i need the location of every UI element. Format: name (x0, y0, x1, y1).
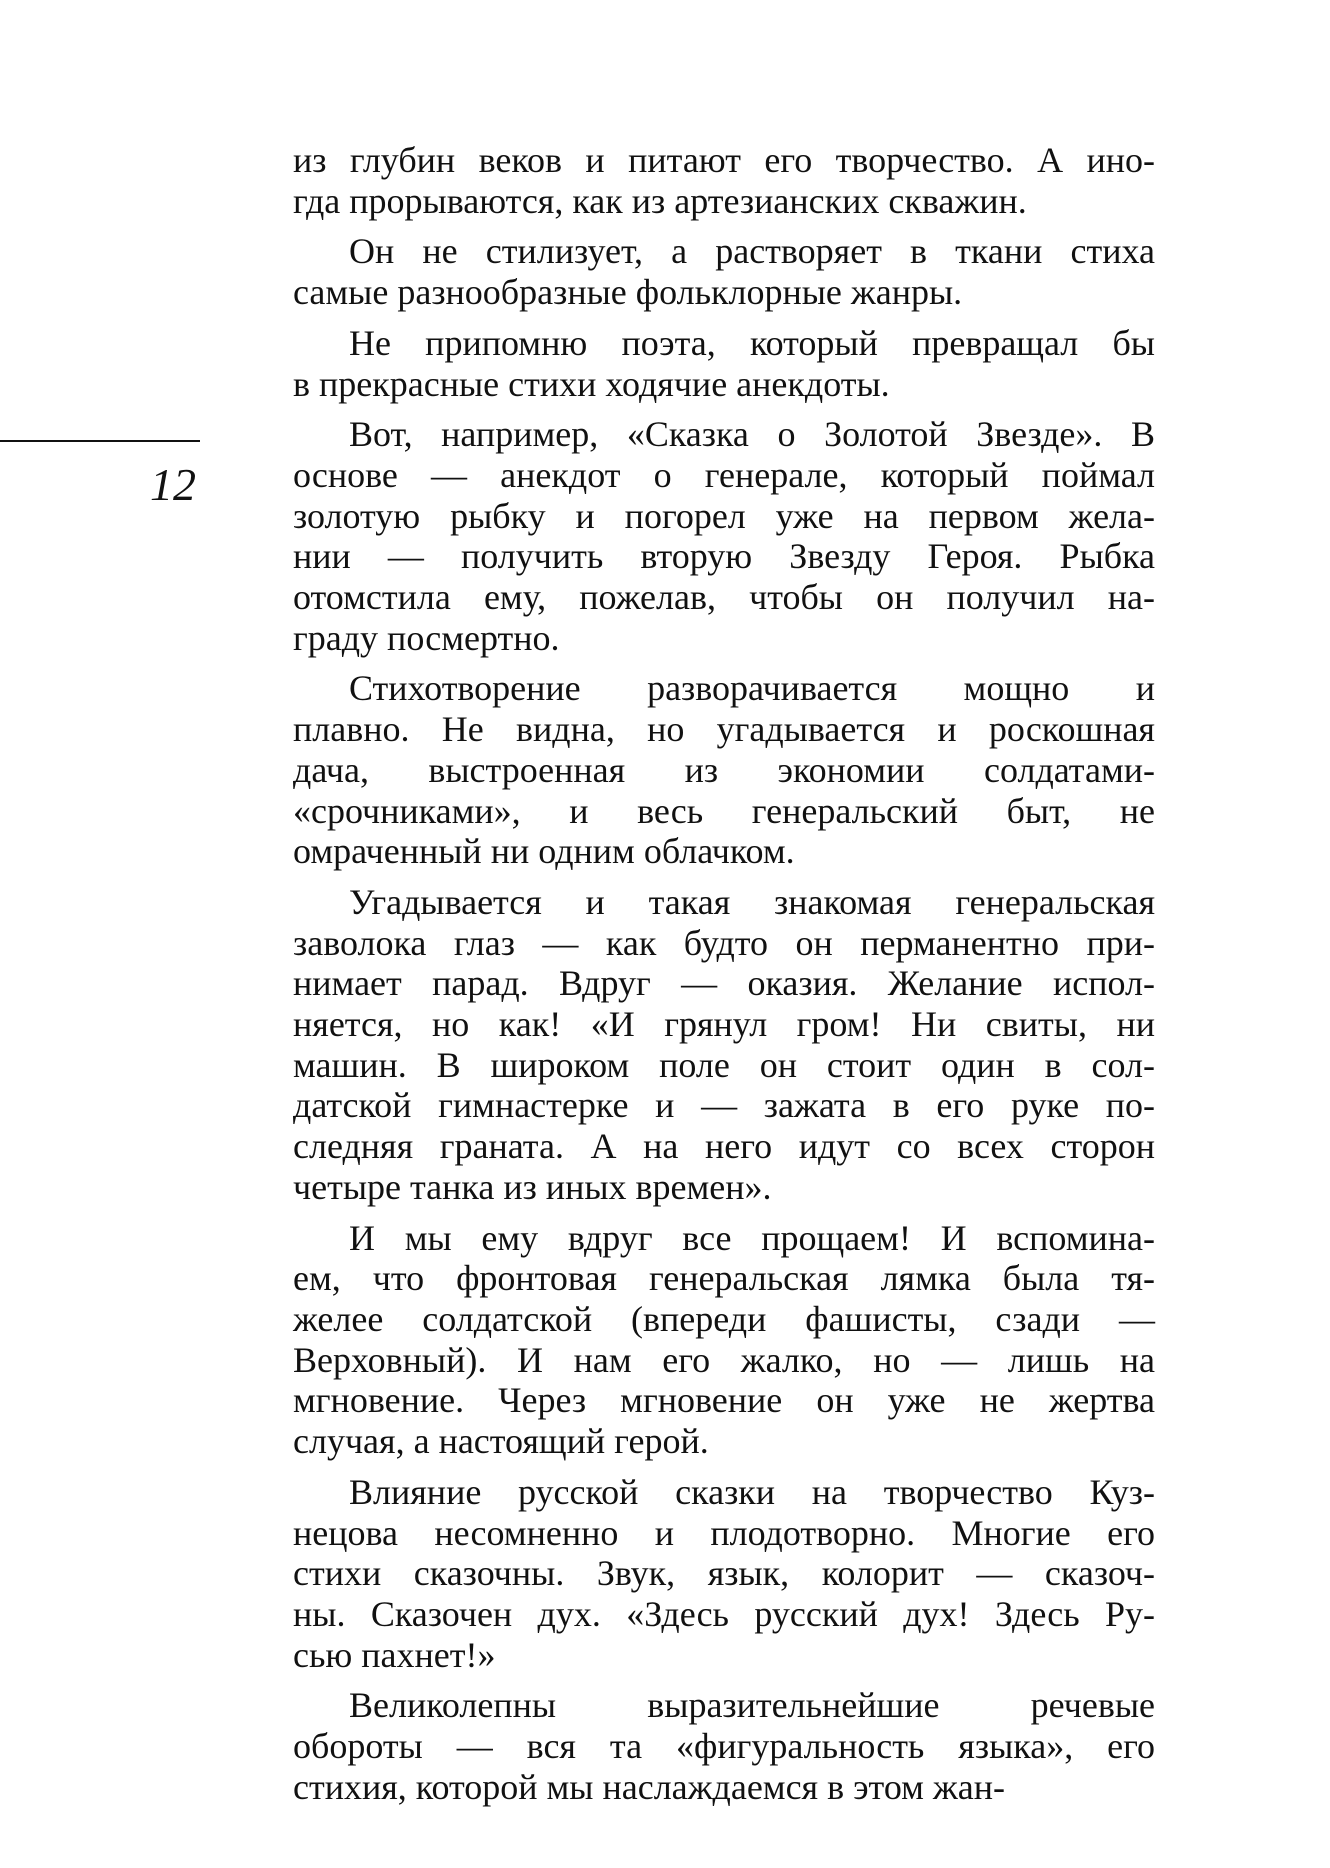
text-line: основе — анекдот о генерале, который поймал (293, 454, 1155, 495)
paragraph (293, 1472, 1155, 1676)
text-line: Великолепны выразительнейшие речевые (349, 1685, 1155, 1726)
paragraph (293, 1218, 1155, 1462)
paragraph (293, 668, 1155, 872)
text-line: омраченный ни одним облачком. (293, 831, 795, 872)
text-line: Он не стилизует, а растворяет в ткани стиха (349, 231, 1155, 272)
text-line: датской гимнастерке и — зажата в его руке по- (293, 1085, 1155, 1126)
text-column (293, 140, 1155, 1817)
text-line: Верховный). И нам его жалко, но — лишь на (293, 1339, 1155, 1380)
text-line: нии — получить вторую Звезду Героя. Рыбка (293, 536, 1155, 577)
margin-rule (0, 440, 200, 442)
paragraph (293, 231, 1155, 312)
text-line: нимает парад. Вдруг — оказия. Желание испол- (293, 963, 1155, 1004)
paragraph (293, 882, 1155, 1208)
text-line: ем, что фронтовая генеральская лямка была тя- (293, 1258, 1155, 1299)
text-line: ны. Сказочен дух. «Здесь русский дух! Здесь Ру- (293, 1593, 1155, 1634)
text-line: стихия, которой мы наслаждаемся в этом жан- (293, 1766, 1006, 1807)
text-line: сью пахнет!» (293, 1634, 496, 1675)
text-line: стихи сказочны. Звук, язык, колорит — сказоч- (293, 1553, 1155, 1594)
text-line: Не припомню поэта, который превращал бы (349, 322, 1155, 363)
text-line: нецова несомненно и плодотворно. Многие его (293, 1512, 1155, 1553)
text-line: отомстила ему, пожелав, чтобы он получил на- (293, 577, 1155, 618)
text-line: золотую рыбку и погорел уже на первом жела- (293, 495, 1155, 536)
text-line: следняя граната. А на него идут со всех сторон (293, 1126, 1155, 1167)
text-line: машин. В широком поле он стоит один в сол- (293, 1044, 1155, 1085)
text-line: плавно. Не видна, но угадывается и роскошная (293, 709, 1155, 750)
text-line: мгновение. Через мгновение он уже не жертва (293, 1380, 1155, 1421)
paragraph (293, 140, 1155, 221)
text-line: гда прорываются, как из артезианских скважин. (293, 180, 1027, 221)
paragraph (293, 1685, 1155, 1807)
text-line: И мы ему вдруг все прощаем! И вспомина- (349, 1217, 1155, 1258)
page-number: 12 (150, 459, 196, 510)
text-line: в прекрасные стихи ходячие анекдоты. (293, 363, 890, 404)
text-line: из глубин веков и питают его творчество. А ино- (293, 140, 1155, 180)
text-line: случая, а настоящий герой. (293, 1421, 709, 1462)
text-line: Угадывается и такая знакомая генеральская (349, 881, 1155, 922)
text-line: няется, но как! «И грянул гром! Ни свиты, ни (293, 1004, 1155, 1045)
paragraph (293, 414, 1155, 658)
paragraph (293, 323, 1155, 404)
text-line: Стихотворение разворачивается мощно и (349, 668, 1155, 709)
text-line: Влияние русской сказки на творчество Куз- (349, 1471, 1155, 1512)
text-line: Вот, например, «Сказка о Золотой Звезде». В (349, 414, 1155, 455)
text-line: «срочниками», и весь генеральский быт, не (293, 790, 1155, 831)
text-line: желее солдатской (впереди фашисты, сзади — (293, 1298, 1155, 1339)
text-line: заволока глаз — как будто он перманентно при- (293, 922, 1155, 963)
text-line: граду посмертно. (293, 617, 560, 658)
text-line: четыре танка из иных времен». (293, 1166, 772, 1207)
text-line: дача, выстроенная из экономии солдатами- (293, 749, 1155, 790)
text-line: обороты — вся та «фигуральность языка», его (293, 1726, 1155, 1767)
text-line: самые разнообразные фольклорные жанры. (293, 272, 963, 313)
